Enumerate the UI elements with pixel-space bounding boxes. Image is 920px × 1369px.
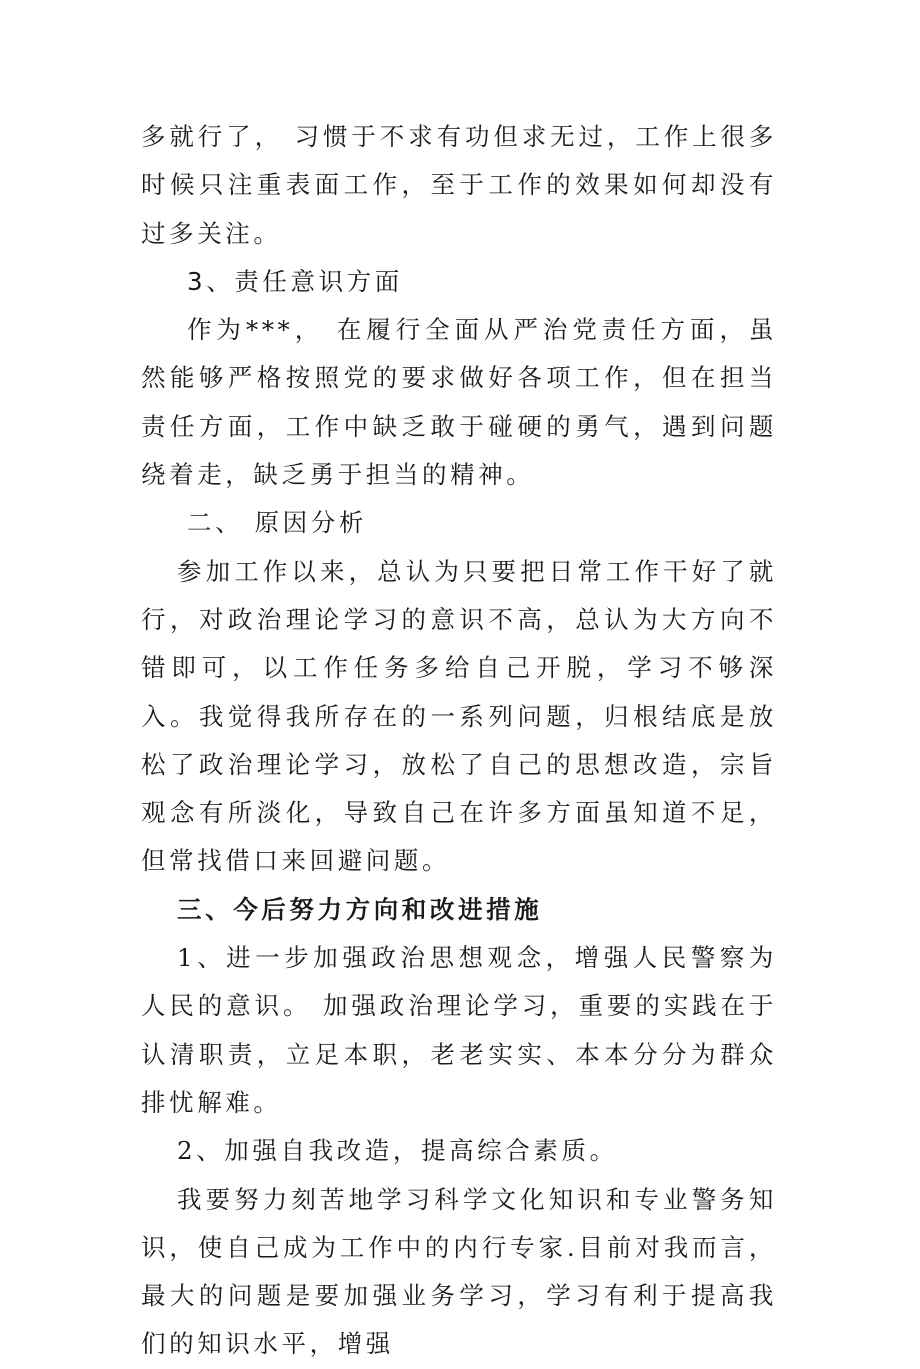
- paragraph-cause-analysis: 参加工作以来，总认为只要把日常工作干好了就行，对政治理论学习的意识不高，总认为大方向不错即可，以工作任务多给自己开脱，学习不够深入。我觉得我所存在的一系列问题，归根结底是放松了政治理论学习，放松了自己的思想改造，宗旨观念有所淡化，导致自己在许多方面虽知道不足，但常找借口来回避问题。: [141, 556, 777, 876]
- paragraph-continuation: 多就行了， 习惯于不求有功但求无过，工作上很多时候只注重表面工作，至于工作的效果如何却没有过多关注。: [141, 122, 777, 248]
- paragraph-study: 我要努力刻苦地学习科学文化知识和专业警务知识，使自己成为工作中的内行专家.目前对我而言，最大的问题是要加强业务学习，学习有利于提高我们的知识水平，增强: [141, 1184, 777, 1359]
- subheading-responsibility: 3、责任意识方面: [187, 266, 403, 296]
- paragraph-responsibility: 作为***， 在履行全面从严治党责任方面，虽然能够严格按照党的要求做好各项工作，但在担当责任方面，工作中缺乏敢于碰硬的勇气，遇到问题绕着走，缺乏勇于担当的精神。: [141, 315, 777, 490]
- section-heading-cause-analysis: 二、 原因分析: [187, 508, 367, 538]
- paragraph-measure-1: 1、进一步加强政治思想观念，增强人民警察为人民的意识。 加强政治理论学习，重要的实践在于认清职责，立足本职，老老实实、本本分分为群众排忧解难。: [141, 943, 777, 1117]
- paragraph-measure-2: 2、加强自我改造，提高综合素质。: [177, 1136, 618, 1166]
- section-heading-improvement: 三、今后努力方向和改进措施: [177, 894, 543, 924]
- document-body: [141, 113, 777, 1369]
